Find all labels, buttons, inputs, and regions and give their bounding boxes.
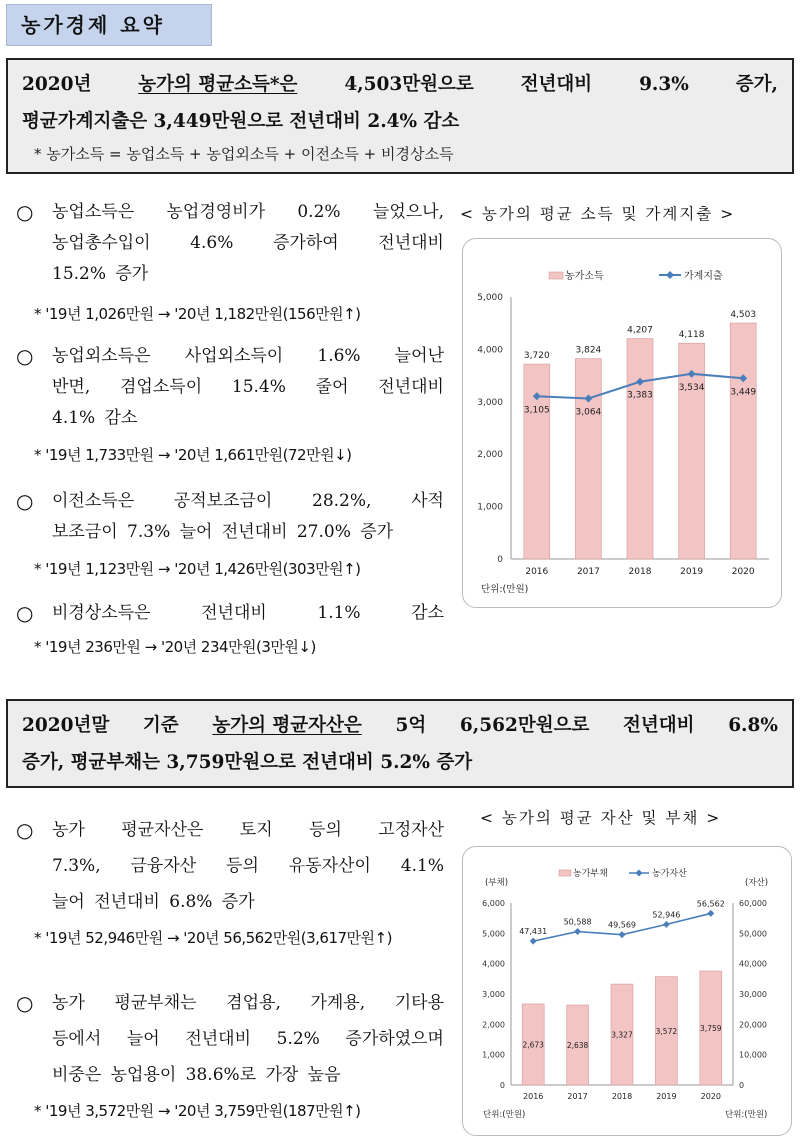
right-tick-label: 0 bbox=[739, 1081, 745, 1090]
bullet-word: 1.6% bbox=[317, 346, 361, 366]
bullet-detail: * '19년 52,946만원 → '20년 56,562만원(3,617만원↑) bbox=[34, 929, 392, 947]
right-tick-label: 50,000 bbox=[739, 929, 767, 939]
bullet-word: ○ 농업소득은 bbox=[52, 202, 135, 222]
bullet-item bbox=[16, 985, 444, 1093]
bullet-word: 등의 bbox=[309, 820, 342, 840]
income-bar-label: 3,720 bbox=[523, 351, 550, 362]
right-tick-label: 20,000 bbox=[739, 1020, 767, 1030]
y-tick-label: 0 bbox=[497, 555, 503, 565]
bullet-word: 증가 bbox=[115, 264, 149, 284]
hl-word: 기준 bbox=[142, 715, 179, 736]
section2-headline-line1 bbox=[22, 707, 778, 744]
bullet-word: 토지 bbox=[239, 820, 273, 840]
expense-label: 3,064 bbox=[575, 407, 602, 418]
income-bar bbox=[575, 359, 601, 559]
bullet-word: 보조금이 bbox=[52, 522, 118, 542]
bullet-line bbox=[16, 985, 444, 1021]
bullet-line bbox=[16, 486, 444, 517]
right-axis-label: (자산) bbox=[745, 878, 769, 888]
x-tick-label: 2017 bbox=[567, 1092, 588, 1101]
asset-label: 47,431 bbox=[519, 927, 548, 937]
income-bar-label: 4,118 bbox=[678, 330, 705, 341]
bullet-line bbox=[16, 598, 444, 629]
bullet-word: 전년대비 bbox=[94, 892, 160, 912]
asset-label: 56,562 bbox=[696, 899, 725, 909]
bullet-word: 27.0% bbox=[296, 522, 351, 542]
bullet-word: 유동자산이 bbox=[288, 856, 371, 876]
income-bar-label: 3,824 bbox=[575, 345, 602, 356]
section1-headline-line2 bbox=[22, 103, 778, 140]
bullet-word: 7.3% bbox=[127, 522, 171, 542]
bullet-word: 가계용, bbox=[310, 993, 366, 1013]
x-tick-label: 2019 bbox=[656, 1092, 677, 1101]
bullet-word: 4.1% bbox=[400, 856, 444, 876]
right-tick-label: 60,000 bbox=[739, 899, 767, 908]
bullet-word: 전년대비 bbox=[221, 522, 288, 542]
income-chart-caption: < 농가의 평균 소득 및 가계지출 > bbox=[460, 205, 736, 223]
debt-bar-label: 2,673 bbox=[522, 1040, 544, 1050]
bullet-word: 28.2%, bbox=[312, 491, 372, 511]
expense-label: 3,449 bbox=[730, 387, 757, 398]
hl-word: 농가의 평균소득*은 bbox=[138, 74, 298, 95]
debt-bar-label: 3,572 bbox=[655, 1026, 678, 1036]
asset-chart-svg bbox=[463, 847, 792, 1136]
bullet-word: 늘어난 bbox=[394, 346, 444, 366]
debt-bar-label: 2,638 bbox=[566, 1040, 589, 1050]
asset-label: 49,569 bbox=[608, 920, 636, 930]
bullet-word: ○ 농업외소득은 bbox=[52, 346, 151, 366]
left-tick-label: 5,000 bbox=[482, 929, 505, 939]
bullet-item bbox=[16, 197, 444, 290]
asset-label: 52,946 bbox=[652, 910, 681, 920]
expense-label: 3,534 bbox=[678, 382, 705, 393]
bullet-detail: * '19년 3,572만원 → '20년 3,759만원(187만원↑) bbox=[34, 1102, 361, 1120]
bullet-word: 줄어 bbox=[315, 377, 349, 397]
income-chart-svg bbox=[463, 239, 782, 608]
bullet-word: 등의 bbox=[226, 856, 259, 876]
bullet-word: 늘어 bbox=[179, 522, 213, 542]
bullet-word: 증가하여 bbox=[272, 233, 339, 253]
bullet-word: 늘어 bbox=[52, 892, 85, 912]
bullet-word: 금융자산 bbox=[130, 856, 197, 876]
x-tick-label: 2018 bbox=[628, 567, 652, 577]
hl-text: 증가, 평균부채는 3,759만원으로 전년대비 5.2% 증가 bbox=[22, 752, 473, 773]
asset-point bbox=[663, 921, 670, 928]
bullet-word: 겸업소득이 bbox=[120, 377, 203, 397]
bullet-word: 사업외소득이 bbox=[184, 346, 284, 366]
bullet-word: ○ 비경상소득은 bbox=[52, 603, 151, 623]
bullet-word: 공적보조금이 bbox=[173, 491, 273, 511]
bullet-line bbox=[16, 812, 444, 848]
asset-chart-caption: < 농가의 평균 자산 및 부채 > bbox=[480, 809, 722, 827]
y-tick-label: 2,000 bbox=[477, 450, 503, 461]
left-tick-label: 3,000 bbox=[482, 990, 505, 999]
bullet-word: 사적 bbox=[411, 491, 444, 511]
bullet-word: 농업경영비가 bbox=[166, 202, 266, 222]
income-bar bbox=[627, 339, 653, 559]
bullet-word: ○ 농가 bbox=[52, 820, 85, 840]
bullet-item bbox=[16, 812, 444, 920]
bullet-line bbox=[16, 1057, 444, 1093]
hl-word: 5억 bbox=[395, 715, 427, 736]
left-tick-label: 6,000 bbox=[482, 899, 505, 908]
bullet-detail: * '19년 1,733만원 → '20년 1,661만원(72만원↓) bbox=[34, 446, 352, 464]
left-tick-label: 2,000 bbox=[482, 1020, 505, 1030]
bullet-line bbox=[16, 228, 444, 259]
bullet-item bbox=[16, 598, 444, 629]
legend-label-asset: 농가자산 bbox=[652, 869, 687, 879]
bullet-detail: * '19년 236만원 → '20년 234만원(3만원↓) bbox=[34, 638, 316, 656]
bullet-word: 5.2% bbox=[276, 1029, 320, 1049]
hl-word: 전년대비 bbox=[623, 715, 695, 736]
section2-headline-line2 bbox=[22, 744, 778, 781]
bullet-line bbox=[16, 884, 444, 920]
x-tick-label: 2020 bbox=[731, 567, 755, 577]
asset-label: 50,588 bbox=[563, 917, 592, 927]
bullet-word: 15.4% bbox=[231, 377, 286, 397]
hl-word: 4,503만원으로 bbox=[344, 74, 474, 95]
bullet-word: ○ 이전소득은 bbox=[52, 491, 135, 511]
bullet-word: 감소 bbox=[104, 408, 138, 428]
section1-headline-box bbox=[6, 58, 794, 174]
income-bar-label: 4,503 bbox=[730, 310, 757, 321]
bullet-line bbox=[16, 517, 444, 548]
left-tick-label: 4,000 bbox=[482, 959, 505, 969]
hl-word: 증가, bbox=[735, 74, 778, 95]
bullet-line bbox=[16, 848, 444, 884]
left-axis-label: (부채) bbox=[485, 878, 509, 888]
bullet-word: 전년대비 bbox=[378, 377, 444, 397]
expense-label: 3,105 bbox=[523, 405, 550, 416]
bullet-word: 농업총수입이 bbox=[52, 233, 151, 253]
left-tick-label: 1,000 bbox=[482, 1050, 505, 1060]
y-tick-label: 3,000 bbox=[477, 397, 503, 408]
x-tick-label: 2020 bbox=[700, 1092, 721, 1101]
bullet-word: 증가 bbox=[221, 892, 255, 912]
hl-text: 평균가계지출은 3,449만원으로 전년대비 2.4% 감소 bbox=[22, 111, 460, 132]
unit-label: 단위:(만원) bbox=[481, 584, 529, 595]
bullet-word: 농업용이 bbox=[110, 1065, 177, 1085]
bullet-word: 늘었으나, bbox=[372, 202, 444, 222]
hl-word: 6.8% bbox=[728, 715, 778, 736]
right-tick-label: 10,000 bbox=[739, 1050, 767, 1060]
bullet-word: 38.6%로 bbox=[185, 1065, 257, 1085]
bullet-word: 전년대비 bbox=[185, 1029, 252, 1049]
bullet-item bbox=[16, 341, 444, 434]
legend-swatch-debt bbox=[559, 870, 571, 876]
unit-label-right: 단위:(만원) bbox=[725, 1110, 768, 1120]
section2-headline-box bbox=[6, 699, 794, 788]
bullet-word: 평균자산은 bbox=[121, 820, 204, 840]
bullet-word: 기타용 bbox=[394, 993, 444, 1013]
x-tick-label: 2016 bbox=[525, 567, 549, 577]
left-tick-label: 0 bbox=[499, 1081, 505, 1090]
bullet-detail: * '19년 1,123만원 → '20년 1,426만원(303만원↑) bbox=[34, 560, 361, 578]
debt-bar-label: 3,327 bbox=[611, 1030, 633, 1040]
debt-bar-label: 3,759 bbox=[700, 1023, 722, 1033]
bullet-line bbox=[16, 403, 444, 434]
asset-point bbox=[619, 931, 626, 938]
bullet-word: 7.3%, bbox=[52, 856, 101, 876]
income-chart bbox=[462, 238, 782, 608]
y-tick-label: 4,000 bbox=[477, 345, 503, 356]
x-tick-label: 2018 bbox=[611, 1092, 633, 1101]
legend-marker-expense bbox=[666, 271, 674, 279]
bullet-word: 겸업용, bbox=[226, 993, 281, 1013]
legend-marker-asset bbox=[636, 870, 643, 877]
bullet-word: 반면, bbox=[52, 377, 91, 397]
income-bar bbox=[730, 323, 756, 559]
hl-word: 2020년말 bbox=[22, 715, 110, 736]
bullet-word: 고정자산 bbox=[378, 820, 444, 840]
bullet-word: 등에서 bbox=[52, 1029, 102, 1049]
unit-label-left: 단위:(만원) bbox=[483, 1110, 526, 1120]
bullet-line bbox=[16, 341, 444, 372]
bullet-word: 감소 bbox=[411, 603, 444, 623]
bullet-word: 증가하였으며 bbox=[345, 1029, 444, 1049]
bullet-word: 늘어 bbox=[126, 1029, 160, 1049]
bullet-word: ○ 농가 bbox=[52, 993, 85, 1013]
income-bar-label: 4,207 bbox=[627, 325, 653, 336]
bullet-word: 6.8% bbox=[169, 892, 213, 912]
bullet-item bbox=[16, 486, 444, 548]
bullet-word: 전년대비 bbox=[378, 233, 444, 253]
hl-word: 2020년 bbox=[22, 74, 92, 95]
bullet-detail: * '19년 1,026만원 → '20년 1,182만원(156만원↑) bbox=[34, 305, 361, 323]
right-tick-label: 30,000 bbox=[739, 990, 767, 999]
bullet-word: 비중은 bbox=[52, 1065, 102, 1085]
bullet-word: 평균부채는 bbox=[114, 993, 197, 1013]
bullet-word: 15.2% bbox=[52, 264, 107, 284]
right-tick-label: 40,000 bbox=[739, 959, 767, 969]
section1-headline-line1 bbox=[22, 66, 778, 103]
y-tick-label: 1,000 bbox=[477, 502, 503, 513]
x-tick-label: 2019 bbox=[680, 567, 704, 577]
hl-word: 9.3% bbox=[639, 74, 689, 95]
legend-label-expense: 가계지출 bbox=[684, 271, 723, 282]
hl-word: 농가의 평균자산은 bbox=[212, 715, 362, 736]
asset-point bbox=[530, 938, 537, 945]
x-tick-label: 2017 bbox=[576, 567, 600, 577]
bullet-word: 가장 bbox=[265, 1065, 299, 1085]
asset-point bbox=[707, 910, 714, 917]
bullet-line bbox=[16, 1021, 444, 1057]
income-formula-note: * 농가소득 = 농업소득 + 농업외소득 + 이전소득 + 비경상소득 bbox=[34, 145, 454, 163]
bullet-word: 전년대비 bbox=[201, 603, 267, 623]
legend-swatch-income bbox=[549, 272, 563, 279]
bullet-line bbox=[16, 197, 444, 228]
y-tick-label: 5,000 bbox=[477, 293, 503, 303]
bullet-word: 높음 bbox=[307, 1065, 341, 1085]
legend-label-debt: 농가부채 bbox=[573, 869, 608, 879]
asset-chart bbox=[462, 846, 792, 1136]
expense-label: 3,383 bbox=[627, 390, 653, 401]
bullet-word: 4.1% bbox=[52, 408, 96, 428]
hl-word: 전년대비 bbox=[520, 74, 593, 95]
asset-point bbox=[574, 928, 581, 935]
bullet-word: 증가 bbox=[360, 522, 394, 542]
page-title: 농가경제 요약 bbox=[6, 4, 212, 46]
bullet-word: 0.2% bbox=[297, 202, 341, 222]
hl-word: 6,562만원으로 bbox=[459, 715, 590, 736]
legend-label-income: 농가소득 bbox=[565, 271, 604, 282]
bullet-word: 1.1% bbox=[317, 603, 361, 623]
bullet-line bbox=[16, 259, 444, 290]
bullet-line bbox=[16, 372, 444, 403]
bullet-word: 4.6% bbox=[190, 233, 234, 253]
x-tick-label: 2016 bbox=[523, 1092, 544, 1101]
